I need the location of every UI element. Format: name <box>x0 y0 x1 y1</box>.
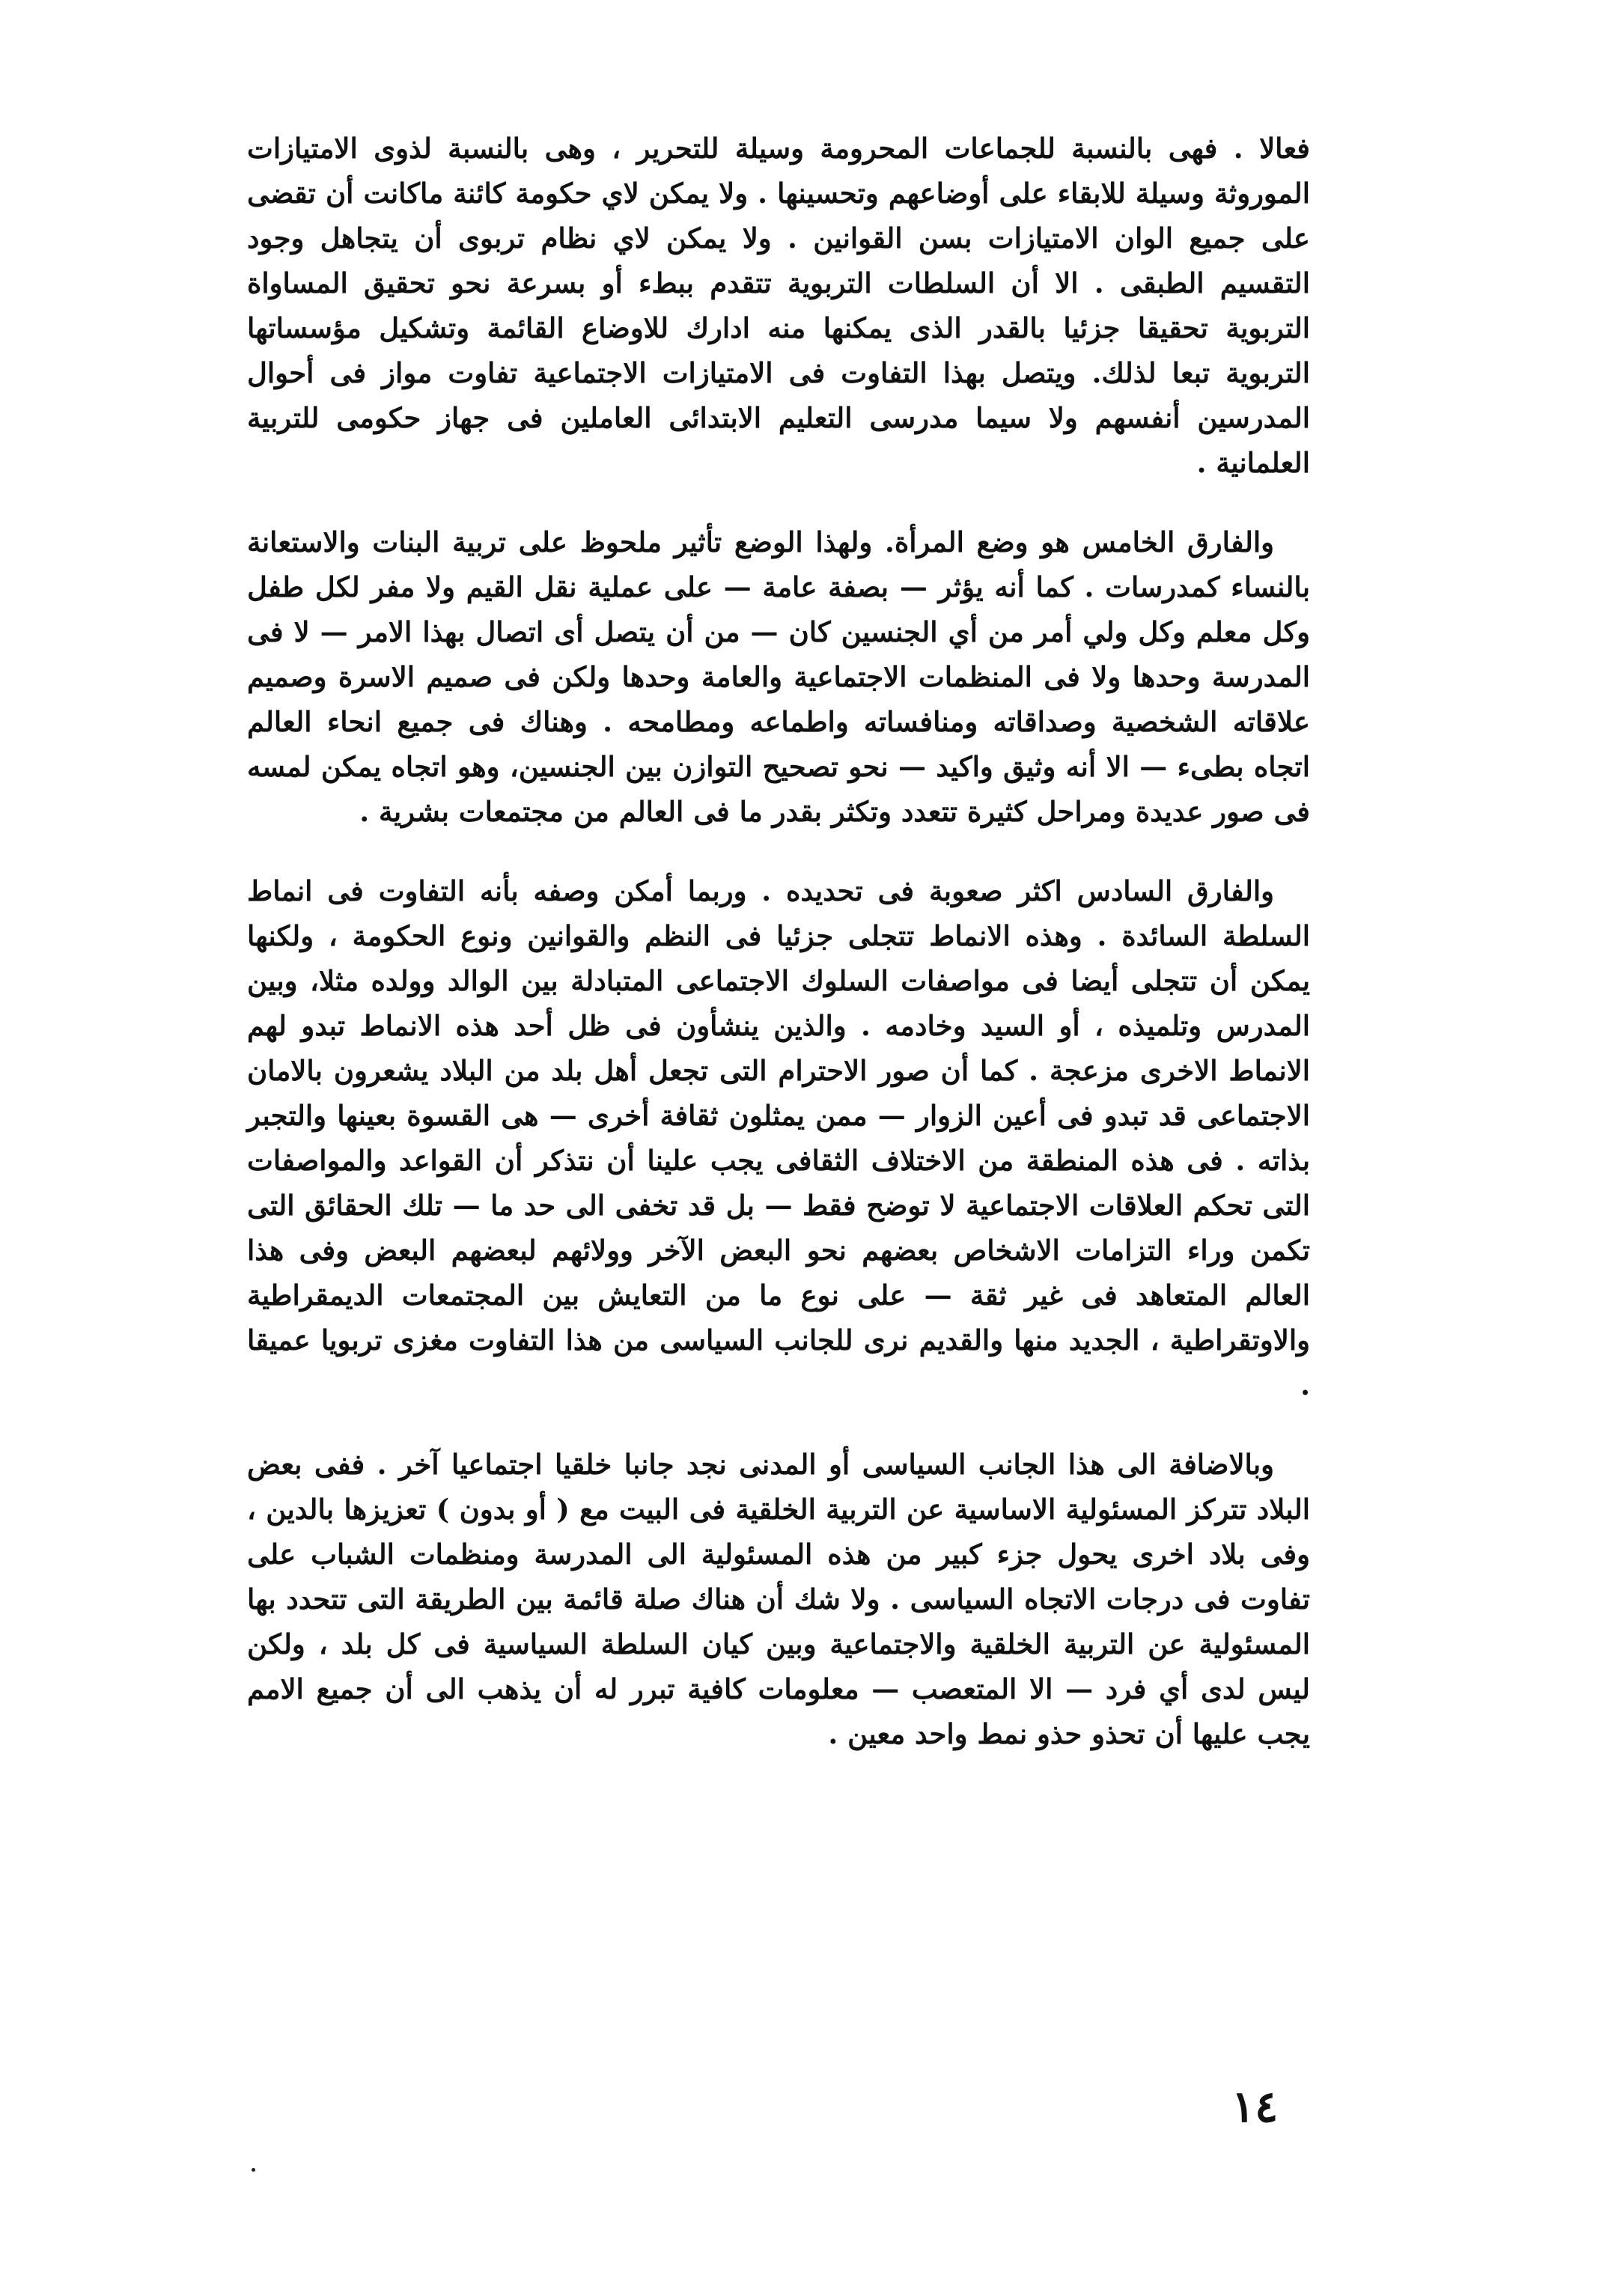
paragraph-1: فعالا . فهى بالنسبة للجماعات المحرومة وسيلة للتحرير ، وهى بالنسبة لذوى الامتيازات الموروثة وسيلة للابقاء على أوضاعهم وتحسينها . ولا يمكن لاي حكومة كائنة ماكانت أن تقضى على جميع الوان الامتيازات بسن القوانين . ولا يمكن لاي نظام تربوى أن يتجاهل وجود التقسيم الطبقى . الا أن السلطات التربوية تتقدم ببطء أو بسرعة نحو تحقيق المساواة التربوية تحقيقا جزئيا بالقدر الذى يمكنها منه ادارك للاوضاع القائمة وتشكيل مؤسساتها التربوية تبعا لذلك. ويتصل بهذا التفاوت فى الامتيازات الاجتماعية تفاوت مواز فى أحوال المدرسين أنفسهم ولا سيما مدرسى التعليم الابتدائى العاملين فى جهاز حكومى للتربية العلمانية . <box>247 132 1310 479</box>
page-number: ١٤ <box>1231 2081 1279 2132</box>
paragraph-4: وبالاضافة الى هذا الجانب السياسى أو المدنى نجد جانبا خلقيا اجتماعيا آخر . ففى بعض البلاد تتركز المسئولية الاساسية عن التربية الخلقية فى البيت مع ( أو بدون ) تعزيزها بالدين ، وفى بلاد اخرى يحول جزء كبير من هذه المسئولية الى المدرسة ومنظمات الشباب على تفاوت فى درجات الاتجاه السياسى . ولا شك أن هناك صلة قائمة بين الطريقة التى تتحدد بها المسئولية عن التربية الخلقية والاجتماعية وبين كيان السلطة السياسية فى كل بلد ، ولكن ليس لدى أي فرد — الا المتعصب — معلومات كافية تبرر له أن يذهب الى أن جميع الامم يجب عليها أن تحذو حذو نمط واحد معين . <box>247 1448 1310 1750</box>
paragraph-3: والفارق السادس اكثر صعوبة فى تحديده . وربما أمكن وصفه بأنه التفاوت فى انماط السلطة السائدة . وهذه الانماط تتجلى جزئيا فى النظم والقوانين ونوع الحكومة ، ولكنها يمكن أن تتجلى أيضا فى مواصفات السلوك الاجتماعى المتبادلة بين الوالد وولده مثلا، وبين المدرس وتلميذه ، أو السيد وخادمه . والذين ينشأون فى ظل أحد هذه الانماط تبدو لهم الانماط الاخرى مزعجة . كما أن صور الاحترام التى تجعل أهل بلد من البلاد يشعرون بالامان الاجتماعى قد تبدو فى أعين الزوار — ممن يمثلون ثقافة أخرى — هى القسوة بعينها والتجبر بذاته . فى هذه المنطقة من الاختلاف الثقافى يجب علينا أن نتذكر أن القواعد والمواصفات التى تحكم العلاقات الاجتماعية لا توضح فقط — بل قد تخفى الى حد ما — تلك الحقائق التى تكمن وراء التزامات الاشخاص بعضهم نحو البعض الآخر وولائهم لبعضهم البعض وفى هذا العالم المتعاهد فى غير ثقة — على نوع ما من التعايش بين المجتمعات الديمقراطية والاوتقراطية ، الجديد منها والقديم نرى للجانب السياسى من هذا التفاوت مغزى تربويا عميقا . <box>247 874 1310 1401</box>
scan-speck <box>252 2168 255 2172</box>
body-text <box>247 126 1310 1791</box>
paragraph-2: والفارق الخامس هو وضع المرأة. ولهذا الوضع تأثير ملحوظ على تربية البنات والاستعانة بالنساء كمدرسات . كما أنه يؤثر — بصفة عامة — على عملية نقل القيم ولا مفر لكل طفل وكل معلم وكل ولي أمر من أي الجنسين كان — من أن يتصل أى اتصال بهذا الامر — لا فى المدرسة وحدها ولا فى المنظمات الاجتماعية والعامة وحدها ولكن فى صميم الاسرة وصميم علاقاته الشخصية وصداقاته ومنافساته واطماعه ومطامحه . وهناك فى جميع انحاء العالم اتجاه بطىء — الا أنه وثيق واكيد — نحو تصحيح التوازن بين الجنسين، وهو اتجاه يمكن لمسه فى صور عديدة ومراحل كثيرة تتعدد وتكثر بقدر ما فى العالم من مجتمعات بشرية . <box>247 526 1310 828</box>
